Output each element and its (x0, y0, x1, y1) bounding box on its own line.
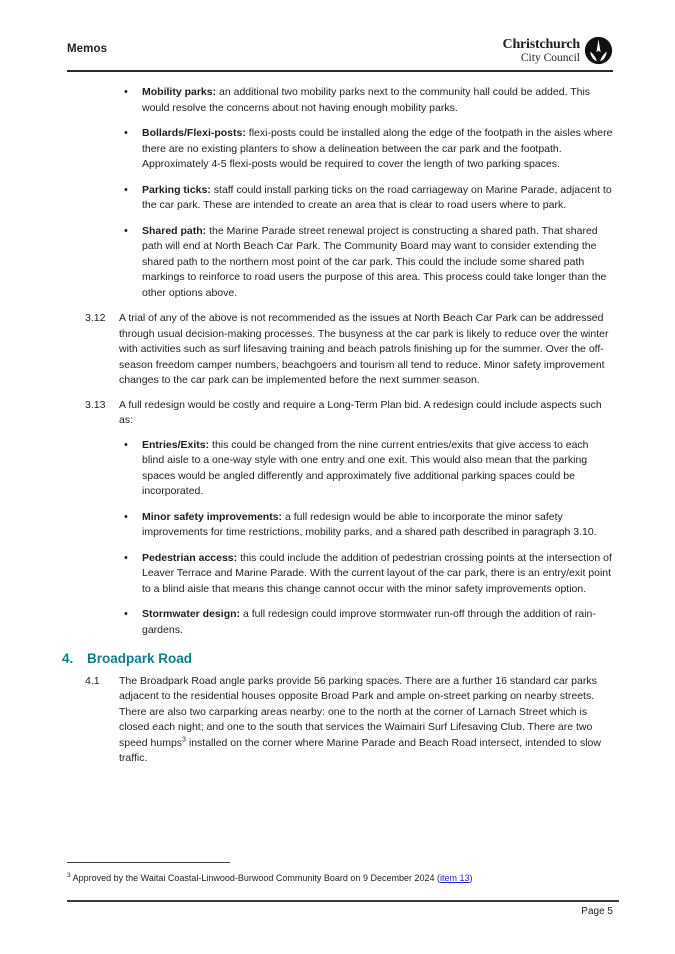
footnote-separator (67, 862, 230, 863)
footnote-body: Approved by the Waitai Coastal-Linwood-Burwood Community Board on 9 December 2024 ( (70, 873, 440, 883)
council-logo-text (503, 38, 580, 65)
footnote-close-paren: ) (469, 873, 473, 883)
bullet-text: a full redesign could improve stormwater run-off through the addition of rain-gardens. (142, 608, 596, 636)
bullet-shared-path (67, 224, 613, 302)
paragraph-3-13 (67, 398, 613, 429)
paragraph-text: A full redesign would be costly and require a Long-Term Plan bid. A redesign could include aspects such as: (119, 398, 602, 426)
bullet-parking-ticks (67, 183, 613, 214)
bullet-label: Bollards/Flexi-posts: (142, 127, 246, 139)
paragraph-number: 3.12 (85, 312, 106, 324)
council-logo (503, 34, 613, 65)
paragraph-4-1 (67, 674, 613, 767)
paragraph-3-12 (67, 311, 613, 389)
footnote-reference: 3 (182, 736, 186, 743)
paragraph-number: 4.1 (85, 674, 100, 687)
bullet-text: an additional two mobility parks next to the community hall could be added. This would resolve the concerns about not having enough mobility parks. (142, 86, 591, 114)
paragraph-number: 3.13 (85, 398, 106, 411)
bullet-label: Shared path: (142, 224, 207, 237)
bullet-mobility-parks (67, 85, 613, 116)
paragraph-text: A trial of any of the above is not recommended as the issues at North Beach Car Park can be addressed through usual decision-making processes. The busyness at the car park is likely to reduce over the winter with activities such as surf lifesaving training and beach patrols finishing up for the summer. Over the off-season freedom camper numbers, beachgoers and tourism all tend to reduce. Minor safety improvement changes to the car park can be implemented before the next summer season. (119, 312, 609, 386)
page-header (67, 34, 613, 72)
document-body (62, 85, 613, 776)
bullet-minor-safety (67, 510, 613, 541)
bullet-text: the Marine Parade street renewal project is constructing a shared path. That shared path will end at North Beach Car Park. The Community Board may want to consider extending the shared path to the northern most point of the car park. This could the include some shared path markings to reinforce to road users the purpose of this area. This process could take longer than the other options above. (142, 224, 607, 299)
bullet-text: flexi-posts could be installed along the edge of the footpath in the aisles where there are no existing planters to show a delineation between the car park and the footpath. Approximately 4-5 flexi-posts would be required to cover the length of two parking spaces. (142, 127, 613, 170)
section-title: Broadpark Road (87, 651, 193, 666)
bullet-pedestrian-access (67, 551, 613, 598)
bullet-label: Entries/Exits: (142, 438, 210, 451)
bullet-stormwater-design (67, 607, 613, 638)
bullet-bollards (67, 126, 613, 173)
footnote-text (67, 870, 613, 884)
council-logo-line2: City Council (520, 52, 580, 65)
footnote-section (67, 862, 613, 884)
bullet-text: this could be changed from the nine current entries/exits that give access to each blind aisle to a one-way style with one entry and one exit. This would also mean that the parking spaces would be angled differently and approximately five additional parking spaces could be incorporated. (142, 438, 589, 497)
council-logo-line1: Christchurch (502, 36, 580, 52)
bullet-label: Stormwater design: (142, 608, 241, 620)
footer-rule (67, 900, 619, 902)
page-number: Page 5 (581, 906, 613, 917)
section-number: 4. (62, 651, 74, 666)
bullet-label: Pedestrian access: (142, 551, 238, 564)
bullet-entries-exits (67, 438, 613, 500)
bullet-label: Minor safety improvements: (142, 510, 283, 523)
paragraph-text: The Broadpark Road angle parks provide 56 parking spaces. There are a further 16 standard car parks adjacent to the residential houses opposite Broad Park and ample on-street parking on nearby streets. There are also two carparking areas nearby: one to the north at the corner of Larnach Street which is closed each night; and one to the south that services the Waimairi Surf Lifesaving Club. There are two speed humps (119, 674, 597, 749)
bullet-text: staff could install parking ticks on the road carriageway on Marine Parade, adjacent to the car park. These are intended to create an area that is clear to road users where to park. (142, 183, 612, 211)
bullet-text: a full redesign would be able to incorporate the minor safety improvements for time restrictions, mobility parks, and a shared path described in paragraph 3.10. (142, 510, 597, 538)
paragraph-text-continued: installed on the corner where Marine Parade and Beach Road intersect, intended to slow traffic. (119, 736, 601, 764)
bullet-label: Mobility parks: (142, 86, 217, 98)
bullet-label: Parking ticks: (142, 183, 211, 196)
footnote-marker: 3 (67, 872, 71, 879)
bullet-text: this could include the addition of pedestrian crossing points at the intersection of Leaver Terrace and Marine Parade. With the current layout of the car park, there is an entry/exit point to a blind aisle that means this change cannot occur with the minor safety improvements option. (142, 551, 612, 595)
section-heading-broadpark-road (62, 651, 613, 667)
options-bullet-list (67, 85, 613, 301)
council-logo-icon (584, 36, 613, 65)
redesign-bullet-list (67, 438, 613, 639)
header-title: Memos (67, 43, 108, 55)
footnote-item-link[interactable]: item 13 (439, 873, 470, 883)
